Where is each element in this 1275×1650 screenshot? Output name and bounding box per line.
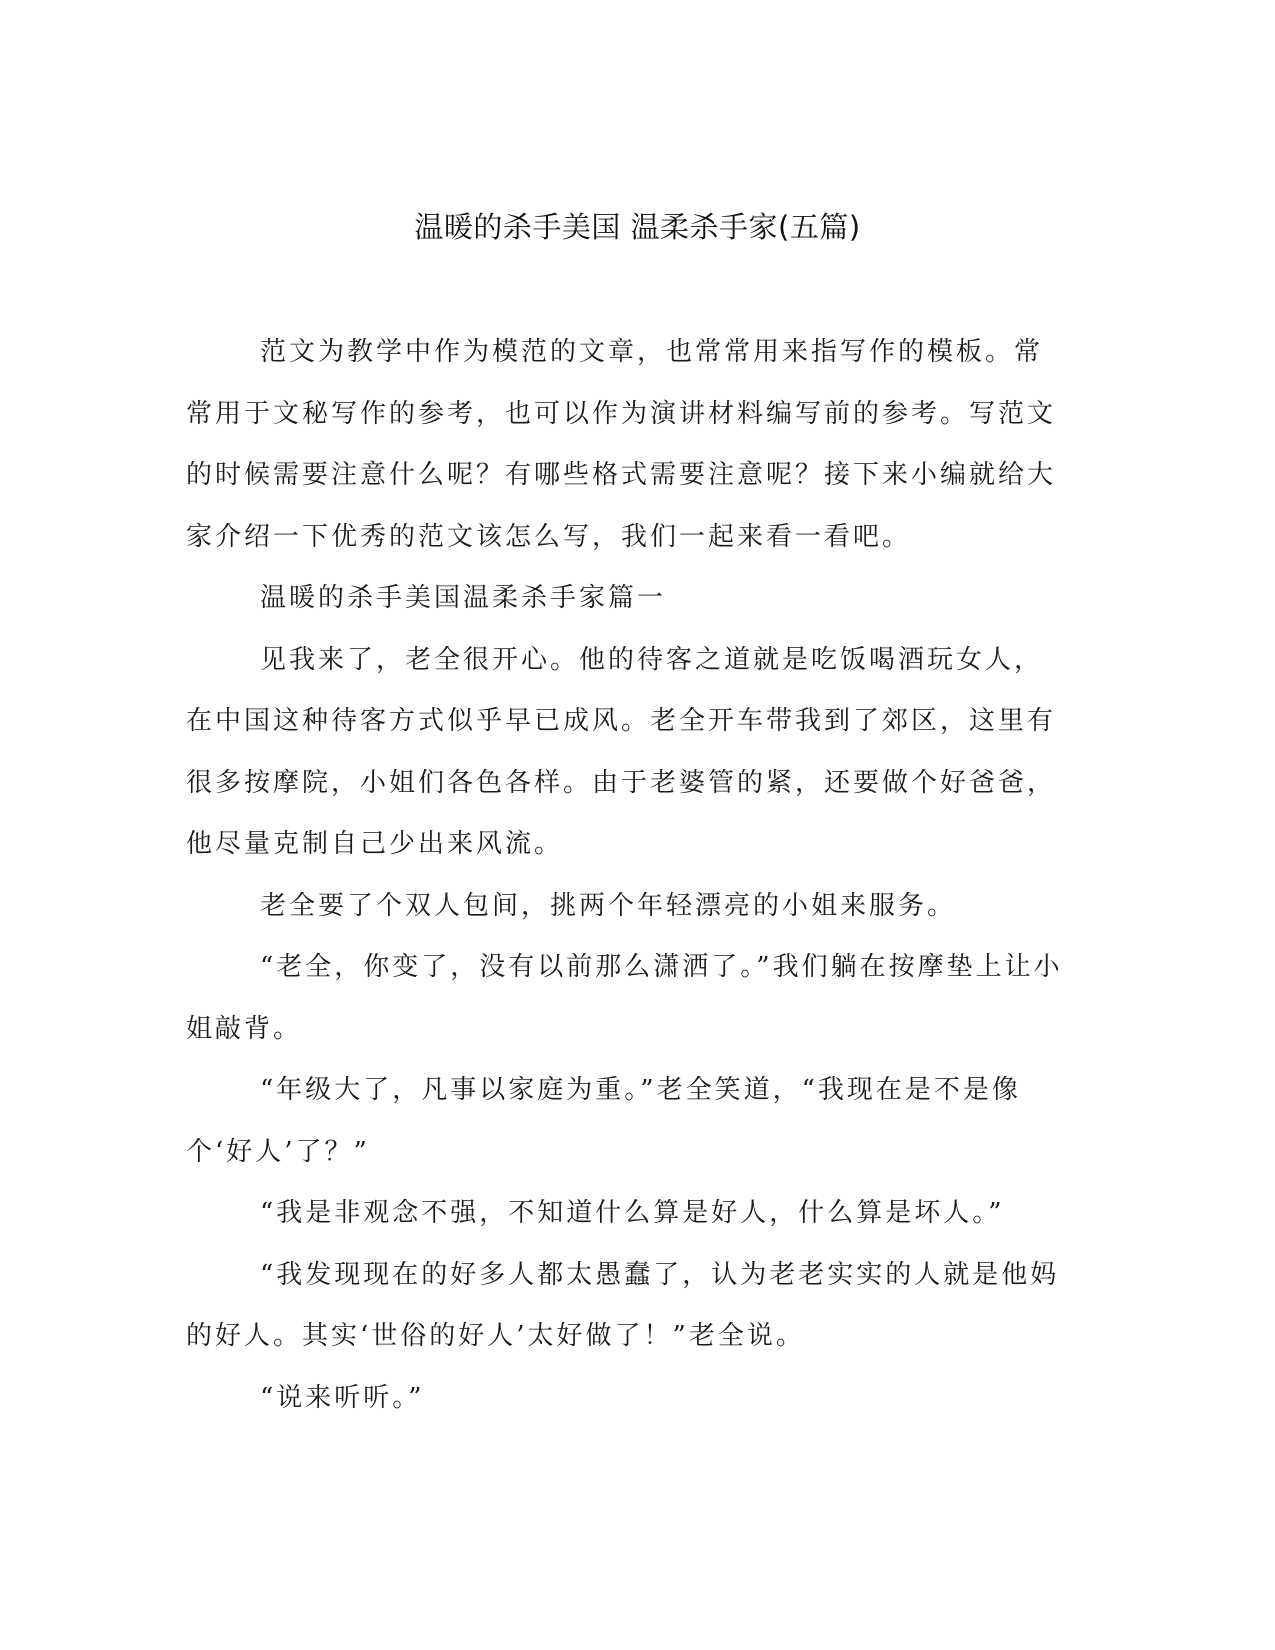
dialogue-paragraph: “老全，你变了，没有以前那么潇洒了。”我们躺在按摩垫上让小姐敲背。 — [186, 952, 1063, 1044]
document-body — [186, 322, 1066, 1429]
section-heading: 温暖的杀手美国温柔杀手家篇一 — [260, 583, 667, 613]
dialogue-paragraph: “我发现现在的好多人都太愚蠢了，认为老老实实的人就是他妈的好人。其实‘世俗的好人’太好做了！”老全说。 — [186, 1259, 1060, 1351]
body-paragraph: 老全要了个双人包间，挑两个年轻漂亮的小姐来服务。 — [260, 890, 957, 921]
intro-paragraph: 范文为教学中作为模范的文章，也常常用来指写作的模板。常常用于文秘写作的参考，也可以作为演讲材料编写前的参考。写范文的时候需要注意什么呢？有哪些格式需要注意呢？接下来小编就给大家介绍一下优秀的范文该怎么写，我们一起来看一看吧。 — [186, 337, 1057, 552]
dialogue-paragraph: “说来听听。” — [260, 1382, 425, 1413]
dialogue-paragraph: “我是非观念不强，不知道什么算是好人，什么算是坏人。” — [260, 1198, 1005, 1228]
document-title: 温暖的杀手美国 温柔杀手家(五篇) — [414, 210, 861, 244]
body-paragraph: 见我来了，老全很开心。他的待客之道就是吃饭喝酒玩女人，在中国这种待客方式似乎早已成风。老全开车带我到了郊区，这里有很多按摩院，小姐们各色各样。由于老婆管的紧，还要做个好爸爸，他尽量克制自己少出来风流。 — [186, 644, 1057, 859]
dialogue-paragraph: “年级大了，凡事以家庭为重。”老全笑道，“我现在是不是像个‘好人’了？” — [186, 1075, 1021, 1167]
